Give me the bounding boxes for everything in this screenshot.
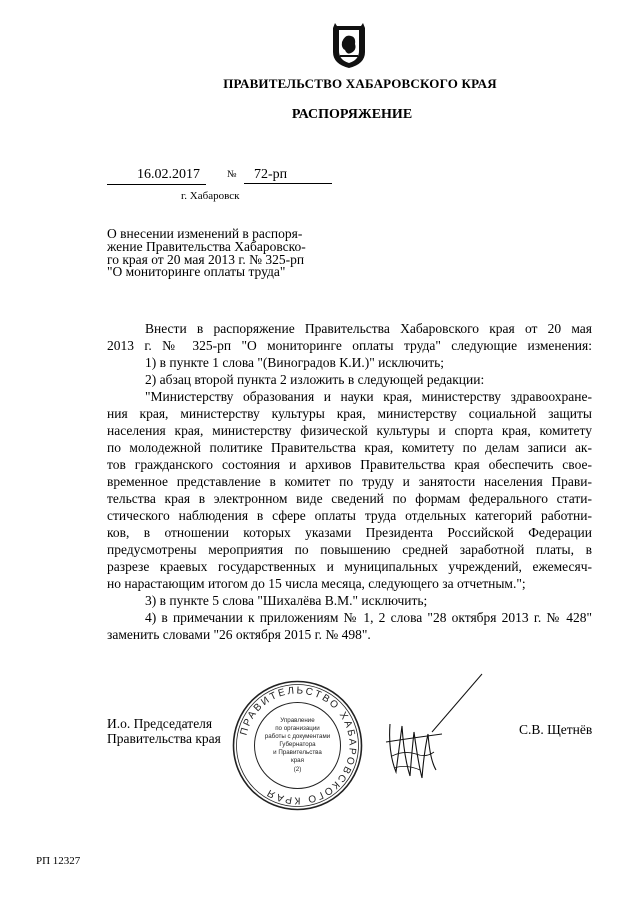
stamp-inner-line: края [291, 757, 304, 764]
body-line: но нарастающим итогом до 15 числа месяца, следующего за отчетным."; [107, 576, 526, 591]
body-line: разрезе краевых государственных и муниципальных учреждений, ежемесяч- [107, 559, 592, 574]
stamp-inner-line: по организации [275, 725, 320, 732]
document-type: РАСПОРЯЖЕНИЕ [291, 107, 413, 122]
body-line: 2013 г. № 325-рп "О мониторинге оплаты труда" следующие изменения: [107, 338, 592, 353]
body-line: стического наблюдения в сфере оплаты труда отдельных категорий работни- [107, 508, 592, 523]
body-line: тельства края в электронном виде сведений по формам федерального стати- [107, 491, 592, 506]
stamp-ring-text: ПРАВИТЕЛЬСТВО ХАБАРОВСКОГО КРАЯ [238, 685, 358, 806]
body-line: населения края, министерству физической культуры и спорта края, комитету [107, 423, 592, 438]
body-line: 3) в пункте 5 слова "Шихалёва В.М." исключить; [145, 593, 428, 608]
body-line: предусмотрены мероприятия по повышению средней заработной платы, в [107, 542, 592, 557]
coat-of-arms-icon [327, 20, 371, 70]
subject-line: жение Правительства Хабаровско- [107, 238, 306, 254]
stamp-inner-line: Управление [280, 717, 315, 724]
body-line: 1) в пункте 1 слова "(Виноградов К.И.)" исключить; [145, 355, 445, 370]
document-body [107, 320, 592, 643]
document-number: 72-рп [244, 167, 332, 184]
body-line: временное представление в комитет по труду и занятости населения Прави- [107, 474, 592, 489]
registration-line [107, 167, 332, 185]
body-line: Внести в распоряжение Правительства Хабаровского края от 20 мая [145, 321, 592, 336]
signer-name: С.В. Щетнёв [519, 722, 593, 737]
signer-position [107, 716, 221, 746]
body-line: тов гражданского состояния и архивов Правительства края обеспечить свое- [107, 457, 592, 472]
body-line: заменить словами "26 октября 2015 г. № 498". [107, 627, 371, 642]
handwritten-signature [382, 672, 484, 784]
body-line: 4) в примечании к приложениям № 1, 2 слова "28 октября 2013 г. № 428" [145, 610, 592, 625]
stamp-inner-line: работы с документами [264, 733, 331, 740]
document-date: 16.02.2017 [107, 167, 206, 185]
official-stamp [230, 678, 365, 813]
body-line: 2) абзац второй пункта 2 изложить в следующей редакции: [145, 372, 485, 387]
signer-position-line: Правительства края [107, 731, 221, 746]
body-line: ков, в отношении которых указами Президента Российской Федерации [107, 525, 592, 540]
subject-line: го края от 20 мая 2013 г. № 325-рп [107, 251, 305, 267]
body-line: по молодежной политике Правительства края, комитету по делам записи ак- [107, 440, 592, 455]
number-sign: № [227, 169, 237, 180]
body-line: ния края, министерству культуры края, министерству социальной защиты [107, 406, 592, 421]
document-code: РП 12327 [36, 855, 81, 867]
subject-line: "О мониторинге оплаты труда" [107, 264, 286, 280]
stamp-inner-line: Губернатора [279, 741, 316, 748]
stamp-inner-line: и Правительства [273, 749, 322, 756]
document-subject [107, 228, 377, 279]
signer-position-line: И.о. Председателя [107, 716, 213, 731]
subject-line: О внесении изменений в распоря- [107, 226, 303, 241]
city: г. Хабаровск [181, 190, 240, 202]
body-line: "Министерству образования и науки края, министерству здравоохране- [145, 389, 592, 404]
stamp-inner-line: (2) [293, 766, 302, 773]
government-title: ПРАВИТЕЛЬСТВО ХАБАРОВСКОГО КРАЯ [223, 76, 497, 91]
